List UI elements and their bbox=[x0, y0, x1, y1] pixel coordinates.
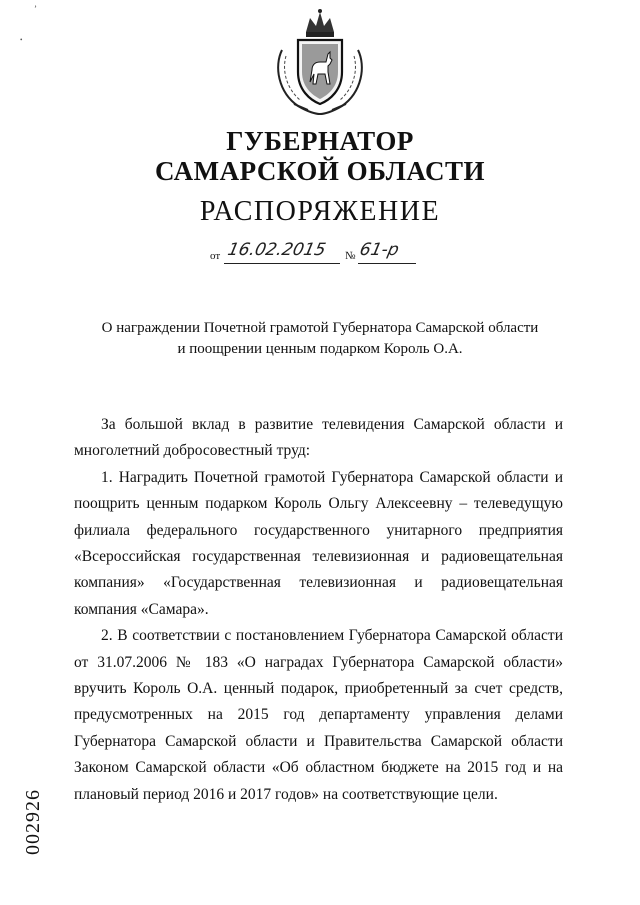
region-title: САМАРСКОЙ ОБЛАСТИ bbox=[154, 156, 486, 186]
scan-speck: • bbox=[20, 36, 23, 44]
number-underline bbox=[358, 263, 416, 264]
date-number-line bbox=[0, 240, 640, 270]
document-type-title: РАСПОРЯЖЕНИЕ bbox=[199, 196, 441, 227]
intro-paragraph: За большой вклад в развитие телевидения Самарской области и многолетний добросовестный труд: bbox=[74, 416, 563, 460]
serial-number-stamp: 002926 bbox=[22, 789, 44, 855]
handwritten-number: 61-р bbox=[357, 240, 401, 260]
document-body bbox=[74, 412, 563, 808]
handwritten-date: 16.02.2015 bbox=[225, 240, 328, 260]
number-label: № bbox=[345, 250, 356, 262]
scan-speck: ʼ bbox=[34, 4, 37, 14]
document-subject bbox=[60, 318, 580, 360]
date-underline bbox=[224, 263, 340, 264]
date-label: от bbox=[210, 250, 221, 262]
subject-line: и поощрении ценным подарком Король О.А. bbox=[177, 341, 463, 357]
samara-coat-of-arms-icon bbox=[264, 6, 376, 118]
governor-title: ГУБЕРНАТОР bbox=[226, 126, 414, 156]
subject-line: О награждении Почетной грамотой Губернатора Самарской области bbox=[101, 320, 539, 336]
clause-1-paragraph: 1. Наградить Почетной грамотой Губернатора Самарской области и поощрить ценным подарком Король Ольгу Алексеевну – телеведущую филиала федерального государственного унитарного предприятия «Всероссийская государственная телевизионная и радиовещательная компания» «Государственная телевизионная и радиовещательная компания «Самара». bbox=[74, 468, 563, 618]
clause-2-paragraph: 2. В соответствии с постановлением Губернатора Самарской области от 31.07.2006 № 183 «О наградах Губернатора Самарской области» вручить Король О.А. ценный подарок, приобретенный за счет средств, предусмотренных на 2015 год департаменту управления делами Губернатора Самарской области и Правительства Самарской области Законом Самарской области «Об областном бюджете на 2015 год и на плановый период 2016 и 2017 годов» на соответствующие цели. bbox=[74, 627, 563, 803]
